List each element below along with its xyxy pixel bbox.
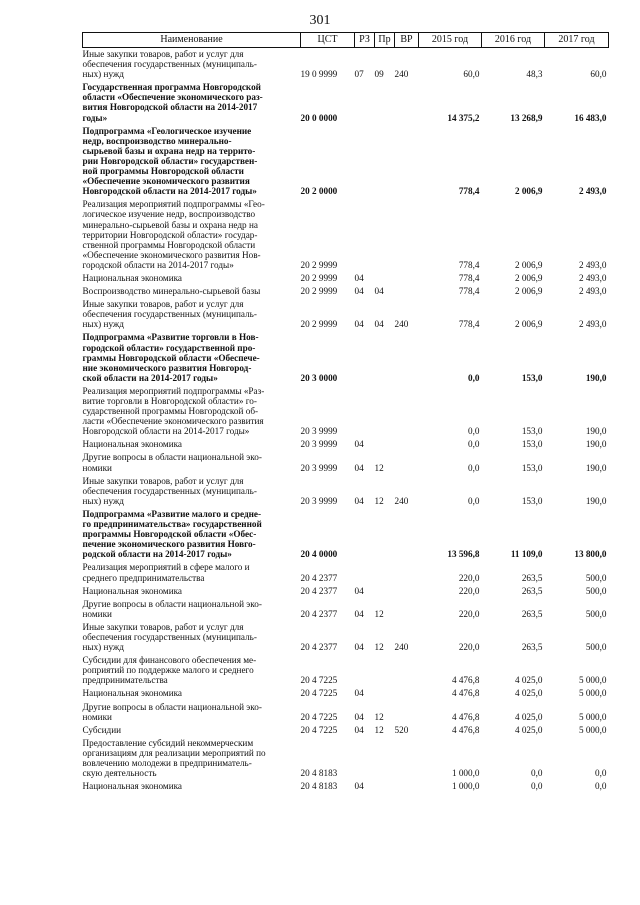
row-cst: 20 4 2377 [300, 608, 338, 619]
row-name-line: сударственной программы Новгородской об- [82, 406, 259, 417]
row-pr: 12 [374, 462, 384, 473]
row-2015: 0,0 [468, 495, 480, 506]
row-cst: 20 2 9999 [300, 286, 338, 297]
row-cst: 20 4 7225 [300, 724, 338, 735]
row-2016: 153,0 [521, 439, 543, 450]
row-2017: 0,0 [595, 768, 607, 779]
row-cst: 20 3 0000 [300, 372, 338, 383]
row-name-line: Национальная экономика [82, 585, 183, 596]
row-vr: 240 [394, 319, 409, 330]
row-2015: 60,0 [463, 69, 480, 80]
row-name-line: го предпринимательства» государственной [82, 519, 262, 530]
row-name-line: ных) нужд [82, 69, 124, 80]
row-rz: 04 [354, 711, 364, 722]
row-2016: 153,0 [521, 426, 543, 437]
row-2016: 153,0 [521, 372, 543, 383]
row-name-line: Иные закупки товаров, работ и услуг для [82, 475, 244, 486]
header-pr: Пр [375, 33, 395, 48]
row-2016: 11 109,0 [510, 549, 543, 560]
row-name-line: витие торговли в Новгородской области» го- [82, 396, 257, 406]
row-2017: 500,0 [585, 585, 607, 596]
row-name-line: области «Обеспечение экономического раз- [82, 92, 263, 103]
row-2016: 263,5 [521, 572, 543, 583]
row-cst: 20 3 9999 [300, 426, 338, 437]
row-name-line: ственной программы Новгородской области [82, 239, 256, 250]
row-vr [395, 701, 419, 724]
row-name-line: Субсидии [82, 724, 122, 735]
row-cst: 20 4 2377 [300, 572, 338, 583]
row-pr: 12 [374, 724, 384, 735]
row-pr: 04 [374, 286, 384, 297]
row-name [83, 780, 301, 793]
header-rz: РЗ [355, 33, 375, 48]
row-2016: 2 006,9 [514, 272, 543, 283]
table-row [83, 508, 609, 561]
header-cst: ЦСТ [301, 33, 355, 48]
row-name [83, 272, 301, 285]
row-name-line: печение экономического развития Новго- [82, 539, 256, 550]
table-row [83, 724, 609, 737]
row-2017: 190,0 [585, 439, 607, 450]
row-rz [355, 561, 375, 584]
row-name [83, 724, 301, 737]
row-pr: 12 [374, 608, 384, 619]
row-pr [375, 687, 395, 700]
row-name-line: вовлечению молодежи в предприниматель- [82, 758, 252, 768]
table-row [83, 585, 609, 598]
row-rz [355, 508, 375, 561]
row-name-line: обеспечения государственных (муниципаль- [82, 309, 257, 320]
row-rz [355, 654, 375, 687]
table-row [83, 598, 609, 621]
row-name-line: Национальная экономика [82, 781, 183, 792]
row-2015: 778,4 [458, 272, 480, 283]
header-2016: 2016 год [482, 33, 545, 48]
row-name [83, 654, 301, 687]
row-name-line: Иные закупки товаров, работ и услуг для [82, 621, 244, 632]
row-name-line: Подпрограмма «Развитие торговли в Нов- [82, 332, 259, 343]
header-2015: 2015 год [419, 33, 482, 48]
row-name-line: Другие вопросы в области национальной эко- [82, 598, 262, 609]
row-name [83, 331, 301, 384]
row-vr [395, 385, 419, 438]
row-2017: 0,0 [595, 781, 607, 792]
row-2015: 0,0 [468, 426, 480, 437]
row-name-line: рии Новгородской области» государствен- [82, 155, 258, 166]
row-pr: 12 [374, 495, 384, 506]
row-name [83, 561, 301, 584]
row-2017: 5 000,0 [578, 688, 607, 699]
row-name-line: программы Новгородской области «Обес- [82, 529, 257, 540]
row-2016: 153,0 [521, 462, 543, 473]
row-name-line: сырьевой базы и охрана недр на террито- [82, 145, 256, 156]
row-2016: 4 025,0 [514, 724, 543, 735]
row-pr [375, 561, 395, 584]
row-rz: 04 [354, 642, 364, 653]
row-name-line: Национальная экономика [82, 439, 183, 450]
row-cst: 20 2 9999 [300, 259, 338, 270]
row-name-line: Новгородской области на 2014-2017 годы» [82, 426, 250, 437]
row-name-line: Другие вопросы в области национальной эко- [82, 701, 262, 712]
row-vr: 240 [394, 69, 409, 80]
table-row [83, 475, 609, 508]
row-vr [395, 508, 419, 561]
row-2016: 13 268,9 [510, 112, 543, 123]
row-2015: 4 476,8 [451, 675, 480, 686]
row-pr [375, 125, 395, 199]
row-2015: 778,4 [458, 259, 480, 270]
row-cst: 19 0 9999 [300, 69, 338, 80]
row-name [83, 438, 301, 451]
row-2015: 4 476,8 [451, 724, 480, 735]
row-name-line: Государственная программа Новгородской [82, 82, 261, 93]
header-name: Наименование [83, 33, 301, 48]
row-name-line: обеспечения государственных (муниципаль- [82, 631, 257, 642]
row-name [83, 298, 301, 331]
row-pr [375, 272, 395, 285]
row-2016: 4 025,0 [514, 688, 543, 699]
row-name-line: Национальная экономика [82, 272, 183, 283]
row-rz: 04 [354, 608, 364, 619]
row-name-line: годы» [82, 112, 108, 123]
row-vr [395, 285, 419, 298]
row-2016: 2 006,9 [514, 286, 543, 297]
header-vr: ВР [395, 33, 419, 48]
row-pr [375, 385, 395, 438]
row-name [83, 701, 301, 724]
row-2017: 190,0 [585, 495, 607, 506]
row-name-line: территории Новгородской области» государ- [82, 229, 258, 240]
row-2017: 2 493,0 [578, 272, 607, 283]
row-2017: 2 493,0 [578, 259, 607, 270]
row-name-line: обеспечения государственных (муниципаль- [82, 485, 257, 496]
row-name [83, 585, 301, 598]
row-pr [375, 81, 395, 124]
row-2017: 500,0 [585, 608, 607, 619]
row-name-line: вития Новгородской области на 2014-2017 [82, 102, 258, 113]
row-name-line: ных) нужд [82, 495, 124, 506]
table-row [83, 81, 609, 124]
table-body [83, 48, 609, 794]
row-name-line: минерально-сырьевой базы и охрана недр на [82, 219, 258, 230]
row-2017: 5 000,0 [578, 711, 607, 722]
row-name-line: Воспроизводство минерально-сырьевой базы [82, 286, 261, 297]
row-name-line: «Обеспечение экономического развития [82, 176, 250, 187]
row-2015: 778,4 [458, 186, 480, 197]
row-vr [395, 737, 419, 780]
row-name-line: обеспечения государственных (муниципаль- [82, 59, 257, 70]
row-rz: 04 [354, 585, 364, 596]
row-2015: 4 476,8 [451, 688, 480, 699]
row-name-line: Иные закупки товаров, работ и услуг для [82, 49, 244, 59]
row-rz [355, 125, 375, 199]
row-2015: 778,4 [458, 286, 480, 297]
row-2016: 0,0 [531, 781, 543, 792]
row-name-line: ной программы Новгородской области [82, 166, 244, 177]
row-cst: 20 2 0000 [300, 186, 338, 197]
row-cst: 20 0 0000 [300, 112, 338, 123]
row-name-line: скую деятельность [82, 768, 157, 779]
table-row [83, 285, 609, 298]
row-2017: 13 800,0 [574, 549, 607, 560]
row-vr: 520 [394, 724, 409, 735]
row-2015: 0,0 [468, 439, 480, 450]
row-2016: 2 006,9 [514, 319, 543, 330]
row-2017: 2 493,0 [578, 319, 607, 330]
row-rz [355, 81, 375, 124]
row-2017: 16 483,0 [574, 112, 607, 123]
row-rz: 04 [354, 286, 364, 297]
row-2015: 4 476,8 [451, 711, 480, 722]
table-row [83, 780, 609, 793]
table-header-row [83, 33, 609, 48]
row-name-line: Другие вопросы в области национальной эко- [82, 452, 262, 463]
row-rz [355, 331, 375, 384]
row-name-line: Подпрограмма «Геологическое изучение [82, 125, 252, 136]
table-row [83, 198, 609, 272]
row-cst: 20 4 7225 [300, 688, 338, 699]
row-2016: 263,5 [521, 585, 543, 596]
row-vr [395, 272, 419, 285]
row-pr [375, 780, 395, 793]
row-name-line: номики [82, 608, 112, 619]
row-2015: 220,0 [458, 585, 480, 596]
row-pr [375, 198, 395, 272]
row-2017: 60,0 [590, 69, 607, 80]
row-pr: 09 [374, 69, 384, 80]
row-name-line: городской области на 2014-2017 годы» [82, 259, 234, 270]
row-rz: 04 [354, 495, 364, 506]
row-2017: 2 493,0 [578, 286, 607, 297]
row-2016: 153,0 [521, 495, 543, 506]
row-cst: 20 4 7225 [300, 711, 338, 722]
row-name [83, 48, 301, 82]
table-row [83, 385, 609, 438]
table-row [83, 438, 609, 451]
row-2016: 48,3 [526, 69, 543, 80]
row-pr [375, 737, 395, 780]
row-cst: 20 2 9999 [300, 319, 338, 330]
row-2015: 14 375,2 [447, 112, 480, 123]
row-name [83, 475, 301, 508]
row-cst: 20 3 9999 [300, 495, 338, 506]
row-cst: 20 4 0000 [300, 549, 338, 560]
row-vr [395, 780, 419, 793]
row-cst: 20 3 9999 [300, 439, 338, 450]
row-name-line: ных) нужд [82, 319, 124, 330]
row-rz: 04 [354, 439, 364, 450]
row-name [83, 285, 301, 298]
row-vr: 240 [394, 642, 409, 653]
row-name-line: роприятий по поддержке малого и среднего [82, 665, 254, 676]
row-cst: 20 4 2377 [300, 642, 338, 653]
row-vr [395, 598, 419, 621]
row-name [83, 737, 301, 780]
row-name-line: Новгородской области на 2014-2017 годы» [82, 186, 257, 197]
row-name-line: ние экономического развития Новгород- [82, 362, 252, 373]
row-cst: 20 3 9999 [300, 462, 338, 473]
row-rz: 04 [354, 272, 364, 283]
row-name-line: Иные закупки товаров, работ и услуг для [82, 299, 244, 310]
row-pr: 12 [374, 711, 384, 722]
table-row [83, 737, 609, 780]
table-row [83, 272, 609, 285]
table-row [83, 621, 609, 654]
row-rz: 04 [354, 319, 364, 330]
row-name [83, 385, 301, 438]
row-name-line: граммы Новгородской области «Обеспече- [82, 352, 260, 363]
row-vr [395, 585, 419, 598]
budget-table [82, 32, 609, 793]
row-2015: 0,0 [468, 372, 480, 383]
row-name-line: номики [82, 711, 112, 722]
row-name-line: организациям для реализации мероприятий по [82, 747, 266, 758]
row-2015: 220,0 [458, 642, 480, 653]
row-name-line: Реализация мероприятий подпрограммы «Раз- [82, 385, 265, 396]
row-2017: 500,0 [585, 572, 607, 583]
row-2015: 220,0 [458, 608, 480, 619]
row-cst: 20 2 9999 [300, 272, 338, 283]
row-rz: 04 [354, 724, 364, 735]
row-name-line: городской области» государственной про- [82, 342, 256, 353]
row-2016: 0,0 [531, 768, 543, 779]
row-name-line: логическое изучение недр, воспроизводство [82, 209, 256, 220]
row-2016: 263,5 [521, 642, 543, 653]
row-name [83, 125, 301, 199]
row-name-line: родской области на 2014-2017 годы» [82, 549, 232, 560]
row-name [83, 598, 301, 621]
row-pr [375, 438, 395, 451]
row-cst: 20 4 7225 [300, 675, 338, 686]
row-2017: 5 000,0 [578, 724, 607, 735]
row-cst: 20 4 8183 [300, 781, 338, 792]
row-vr [395, 561, 419, 584]
row-name-line: Субсидии для финансового обеспечения ме- [82, 655, 257, 666]
row-name-line: Реализация мероприятий в сфере малого и [82, 562, 250, 573]
row-rz: 07 [354, 69, 364, 80]
row-2015: 1 000,0 [451, 781, 480, 792]
table-row [83, 654, 609, 687]
row-name-line: ской области на 2014-2017 годы» [82, 372, 218, 383]
table-row [83, 331, 609, 384]
row-name [83, 198, 301, 272]
header-2017: 2017 год [545, 33, 609, 48]
row-2015: 13 596,8 [447, 549, 480, 560]
row-name-line: номики [82, 462, 112, 473]
row-vr [395, 125, 419, 199]
row-name-line: ласти «Обеспечение экономического развития [82, 416, 264, 427]
row-vr [395, 438, 419, 451]
row-pr [375, 585, 395, 598]
row-2015: 778,4 [458, 319, 480, 330]
row-name-line: предпринимательства [82, 675, 168, 686]
table-row [83, 125, 609, 199]
row-rz [355, 737, 375, 780]
row-vr: 240 [394, 495, 409, 506]
row-vr [395, 687, 419, 700]
row-2016: 4 025,0 [514, 675, 543, 686]
row-name [83, 451, 301, 474]
row-rz: 04 [354, 688, 364, 699]
row-name-line: Национальная экономика [82, 688, 183, 699]
row-name-line: ных) нужд [82, 642, 124, 653]
row-name-line: Подпрограмма «Развитие малого и средне- [82, 508, 262, 519]
row-2015: 1 000,0 [451, 768, 480, 779]
row-name [83, 508, 301, 561]
row-vr [395, 654, 419, 687]
row-name-line: Предоставление субсидий некоммерческим [82, 737, 254, 748]
row-pr [375, 508, 395, 561]
row-pr: 12 [374, 642, 384, 653]
row-vr [395, 451, 419, 474]
row-2016: 2 006,9 [514, 186, 543, 197]
row-2016: 4 025,0 [514, 711, 543, 722]
row-2017: 190,0 [585, 462, 607, 473]
row-vr [395, 331, 419, 384]
table-row [83, 687, 609, 700]
row-rz: 04 [354, 781, 364, 792]
row-pr [375, 654, 395, 687]
page-number: 301 [309, 13, 331, 28]
row-pr [375, 331, 395, 384]
row-2017: 190,0 [585, 372, 607, 383]
row-cst: 20 4 8183 [300, 768, 338, 779]
row-rz: 04 [354, 462, 364, 473]
row-2016: 263,5 [521, 608, 543, 619]
row-name-line: «Обеспечение экономического развития Нов- [82, 249, 261, 260]
row-name-line: Реализация мероприятий подпрограммы «Гео- [82, 199, 265, 210]
table-row [83, 701, 609, 724]
row-rz [355, 198, 375, 272]
table-row [83, 561, 609, 584]
row-2017: 2 493,0 [578, 186, 607, 197]
row-2016: 2 006,9 [514, 259, 543, 270]
row-rz [355, 385, 375, 438]
row-2017: 190,0 [585, 426, 607, 437]
row-2017: 5 000,0 [578, 675, 607, 686]
row-name [83, 621, 301, 654]
row-name [83, 687, 301, 700]
row-2015: 220,0 [458, 572, 480, 583]
row-2015: 0,0 [468, 462, 480, 473]
table-row [83, 451, 609, 474]
row-cst: 20 4 2377 [300, 585, 338, 596]
row-pr: 04 [374, 319, 384, 330]
row-vr [395, 198, 419, 272]
row-vr [395, 81, 419, 124]
row-name-line: недр, воспроизводство минерально- [82, 135, 232, 146]
table-row [83, 298, 609, 331]
row-name-line: среднего предпринимательства [82, 572, 205, 583]
row-name [83, 81, 301, 124]
table-row [83, 48, 609, 82]
row-2017: 500,0 [585, 642, 607, 653]
